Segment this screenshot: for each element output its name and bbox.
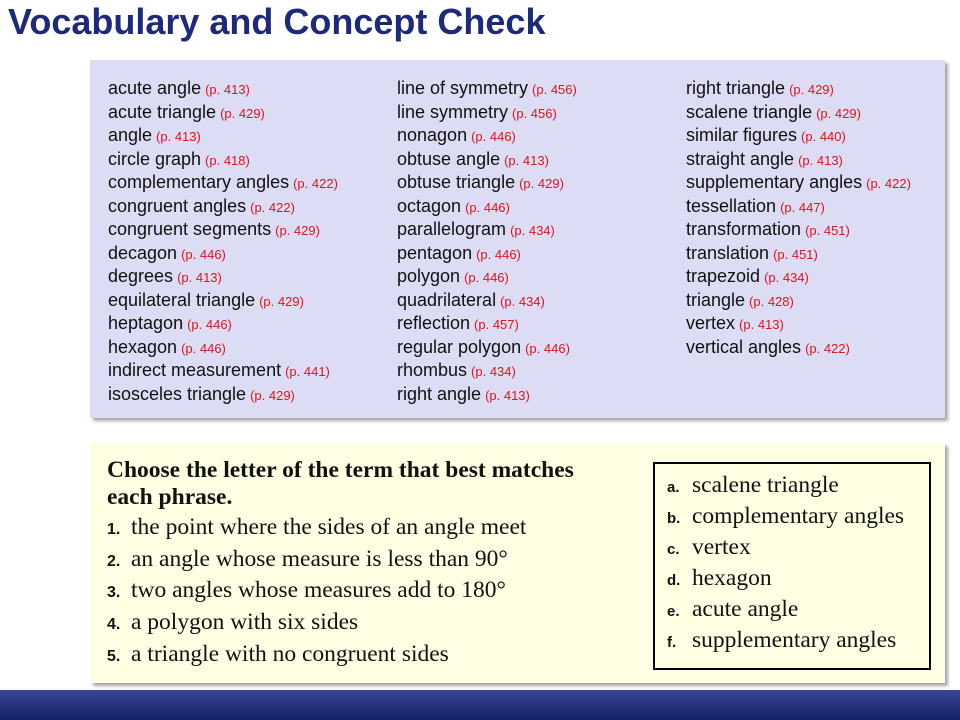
instructions: [107, 457, 574, 511]
question-text: an angle whose measure is less than 90°: [131, 545, 508, 572]
vocab-term: acute triangle: [108, 101, 217, 122]
vocab-term: tessellation: [686, 195, 777, 216]
question-item: [107, 575, 526, 607]
page-reference: (p. 440): [801, 129, 846, 144]
question-text: a polygon with six sides: [131, 609, 359, 636]
vocab-term: indirect measurement: [108, 360, 282, 380]
vocab-entry: [397, 336, 686, 360]
page-reference: (p. 434): [500, 293, 545, 309]
vocab-term: reflection: [397, 313, 471, 333]
page-reference: (p. 434): [471, 364, 516, 379]
vocab-term: vertex: [686, 313, 736, 333]
vocab-entry: [397, 265, 686, 289]
page-reference: (p. 422): [805, 340, 850, 356]
vocab-entry: [108, 336, 397, 360]
question-item: [107, 544, 526, 576]
vocab-entry: [686, 101, 960, 125]
vocab-term: rhombus: [397, 360, 468, 380]
vocabulary-box: [90, 60, 945, 418]
choice-text: scalene triangle: [692, 471, 839, 498]
vocab-term: heptagon: [108, 313, 184, 333]
page-reference: (p. 413): [504, 152, 549, 168]
vocab-term: congruent segments: [108, 219, 272, 239]
page-reference: (p. 413): [205, 82, 250, 97]
vocab-term: nonagon: [397, 125, 468, 145]
vocab-entry: [686, 289, 960, 313]
question-text: two angles whose measures add to 180°: [131, 577, 506, 604]
page-reference: (p. 441): [285, 364, 330, 379]
vocab-entry: [108, 289, 397, 313]
vocab-entry: [108, 359, 397, 383]
vocab-term: transformation: [686, 219, 802, 239]
choice-text: complementary angles: [692, 502, 905, 529]
question-list: [107, 512, 526, 670]
vocab-entry: [397, 383, 686, 407]
vocab-entry: [108, 265, 397, 289]
page-reference: (p. 446): [464, 270, 509, 285]
vocab-term: straight angle: [686, 148, 795, 169]
vocab-term: parallelogram: [397, 219, 507, 239]
vocab-term: octagon: [397, 195, 462, 216]
vocab-entry: [108, 383, 397, 407]
vocab-entry: [397, 289, 686, 313]
question-item: [107, 639, 526, 671]
page-reference: (p. 451): [773, 246, 818, 262]
vocab-entry: [108, 171, 397, 195]
instructions-line: each phrase.: [107, 484, 233, 510]
answer-choice: [667, 501, 929, 532]
vocab-entry: [397, 124, 686, 148]
vocab-entry: [108, 101, 397, 125]
vocab-term: obtuse angle: [397, 148, 501, 169]
page-reference: (p. 429): [275, 223, 320, 238]
vocab-entry: [686, 336, 960, 360]
vocab-entry: [397, 77, 686, 101]
page-reference: (p. 446): [181, 246, 226, 262]
vocab-term: line of symmetry: [397, 78, 529, 98]
page-reference: (p. 446): [181, 340, 226, 356]
vocab-term: translation: [686, 242, 770, 263]
vocab-term: triangle: [686, 289, 746, 310]
vocab-term: acute angle: [108, 78, 202, 98]
vocab-term: right angle: [397, 383, 482, 404]
page-reference: (p. 456): [512, 105, 557, 121]
vocab-entry: [686, 77, 960, 101]
vocab-term: angle: [108, 125, 153, 145]
vocab-entry: [397, 312, 686, 336]
question-number: 2.: [107, 552, 121, 570]
instructions-line: Choose the letter of the term that best matches: [107, 457, 574, 483]
vocab-entry: [108, 148, 397, 172]
page-reference: (p. 446): [465, 199, 510, 215]
vocab-term: congruent angles: [108, 195, 247, 216]
vocab-term: circle graph: [108, 148, 202, 169]
answer-choice: [667, 625, 929, 656]
page-reference: (p. 413): [485, 387, 530, 403]
page-reference: (p. 434): [764, 270, 809, 285]
page-reference: (p. 422): [250, 199, 295, 215]
page-reference: (p. 429): [519, 176, 564, 191]
page-reference: (p. 429): [259, 293, 304, 309]
page-reference: (p. 413): [177, 270, 222, 285]
vocab-term: similar figures: [686, 125, 798, 145]
vocab-column-3: [686, 77, 960, 359]
answer-choice: [667, 594, 929, 625]
page-reference: (p. 413): [798, 152, 843, 168]
page-reference: (p. 413): [156, 129, 201, 144]
vocab-entry: [108, 218, 397, 242]
choice-letter: c.: [667, 540, 680, 558]
vocab-term: trapezoid: [686, 266, 761, 286]
vocab-term: obtuse triangle: [397, 172, 516, 192]
vocab-term: degrees: [108, 266, 174, 286]
vocab-term: right triangle: [686, 78, 786, 98]
answer-choices-box: [653, 462, 931, 670]
page-reference: (p. 413): [739, 317, 784, 332]
page-reference: (p. 429): [250, 387, 295, 403]
choice-letter: a.: [667, 478, 680, 496]
vocab-entry: [397, 148, 686, 172]
vocab-term: regular polygon: [397, 336, 522, 357]
slide-title: Vocabulary and Concept Check: [8, 1, 546, 42]
bottom-bar: [0, 690, 960, 720]
vocab-term: quadrilateral: [397, 289, 497, 310]
vocab-term: scalene triangle: [686, 101, 813, 122]
vocab-entry: [686, 265, 960, 289]
page-reference: (p. 429): [220, 105, 265, 121]
page-reference: (p. 418): [205, 152, 250, 168]
choice-text: hexagon: [692, 565, 772, 592]
vocab-entry: [108, 312, 397, 336]
vocab-term: pentagon: [397, 242, 473, 263]
vocab-entry: [397, 171, 686, 195]
vocab-entry: [397, 195, 686, 219]
vocab-term: vertical angles: [686, 336, 802, 357]
page-reference: (p. 457): [474, 317, 519, 332]
vocab-entry: [108, 124, 397, 148]
vocab-entry: [397, 359, 686, 383]
vocab-entry: [686, 312, 960, 336]
vocab-term: complementary angles: [108, 172, 290, 192]
choice-letter: f.: [667, 634, 677, 652]
vocab-term: hexagon: [108, 336, 178, 357]
page-reference: (p. 447): [780, 199, 825, 215]
page-reference: (p. 422): [293, 176, 338, 191]
vocab-entry: [108, 77, 397, 101]
vocab-entry: [397, 242, 686, 266]
question-number: 5.: [107, 647, 121, 665]
vocab-entry: [108, 242, 397, 266]
page-reference: (p. 429): [789, 82, 834, 97]
page-reference: (p. 451): [805, 223, 850, 238]
page-reference: (p. 446): [471, 129, 516, 144]
choice-text: supplementary angles: [692, 627, 897, 654]
vocab-entry: [686, 218, 960, 242]
question-number: 3.: [107, 584, 121, 602]
page-reference: (p. 446): [476, 246, 521, 262]
answer-choice: [667, 532, 929, 563]
choice-letter: e.: [667, 603, 680, 621]
page-reference: (p. 446): [187, 317, 232, 332]
vocab-entry: [397, 101, 686, 125]
question-number: 1.: [107, 521, 121, 538]
vocab-term: isosceles triangle: [108, 383, 247, 404]
question-number: 4.: [107, 616, 121, 634]
page-reference: (p. 422): [866, 176, 911, 191]
choice-letter: d.: [667, 572, 681, 590]
vocab-entry: [686, 195, 960, 219]
vocab-entry: [686, 171, 960, 195]
question-item: [107, 512, 526, 544]
concept-check-box: [90, 443, 945, 683]
vocab-entry: [686, 148, 960, 172]
choice-text: vertex: [692, 533, 751, 560]
question-text: the point where the sides of an angle meet: [131, 514, 527, 540]
page-reference: (p. 428): [749, 293, 794, 309]
vocab-entry: [686, 124, 960, 148]
choice-text: acute angle: [692, 596, 799, 623]
vocab-column-2: [397, 77, 686, 406]
vocab-column-1: [108, 77, 397, 406]
page-reference: (p. 429): [816, 105, 861, 121]
page-reference: (p. 446): [525, 340, 570, 356]
page-reference: (p. 456): [532, 82, 577, 97]
vocab-entry: [397, 218, 686, 242]
vocab-term: decagon: [108, 242, 178, 263]
answer-choice: [667, 563, 929, 594]
question-text: a triangle with no congruent sides: [131, 640, 449, 667]
vocab-entry: [108, 195, 397, 219]
choice-letter: b.: [667, 509, 681, 527]
vocab-term: supplementary angles: [686, 172, 863, 192]
vocab-term: equilateral triangle: [108, 289, 256, 310]
vocab-term: line symmetry: [397, 101, 509, 122]
page-reference: (p. 434): [510, 223, 555, 238]
answer-choice: [667, 470, 929, 501]
question-item: [107, 607, 526, 639]
vocab-term: polygon: [397, 266, 461, 286]
vocab-entry: [686, 242, 960, 266]
